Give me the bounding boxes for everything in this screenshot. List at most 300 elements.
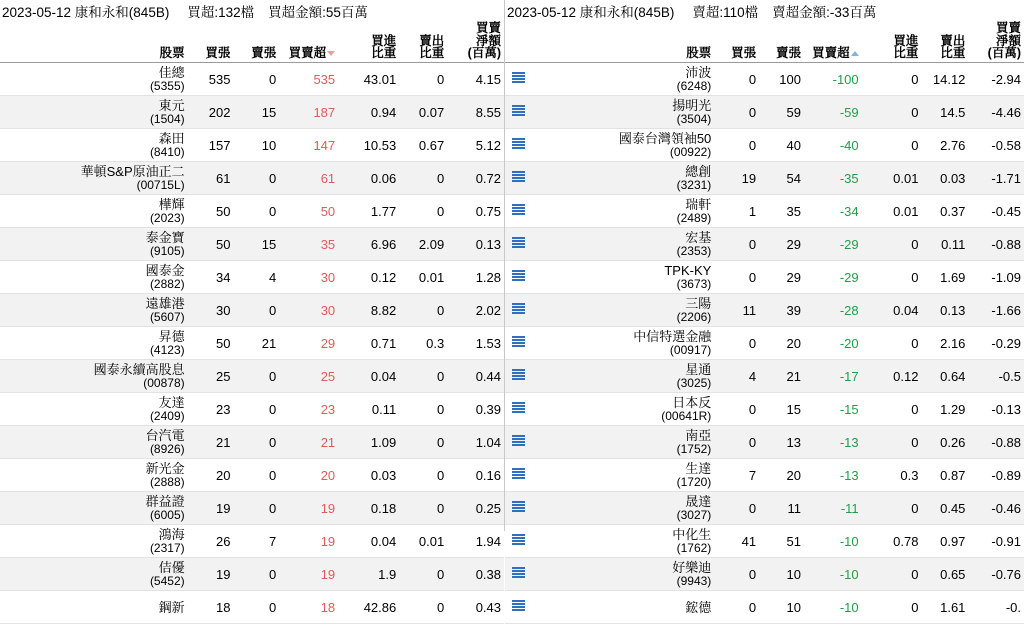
col-header-stock[interactable]: 股票	[0, 22, 188, 63]
cell-sell-weight: 0	[399, 195, 447, 228]
cell-stock: 華頓S&P原油正二 (00715L)	[0, 162, 188, 195]
cell-net-lots: -13	[804, 459, 862, 492]
cell-buy-lots: 0	[714, 261, 759, 294]
cell-net-amount: 0.39	[447, 393, 504, 426]
sell-table-body	[505, 63, 1024, 624]
cell-stock: 佶優 (5452)	[0, 558, 188, 591]
cell-sell-lots: 0	[233, 393, 279, 426]
cell-sell-lots: 10	[759, 558, 804, 591]
table-row[interactable]	[505, 228, 1024, 261]
table-row[interactable]	[0, 129, 504, 162]
cell-buy-lots: 202	[188, 96, 234, 129]
cell-net-lots: -11	[804, 492, 862, 525]
row-detail-icon-cell[interactable]	[505, 162, 531, 195]
row-detail-icon-cell[interactable]	[505, 492, 531, 525]
sell-table	[505, 22, 1024, 624]
cell-buy-lots: 0	[714, 591, 759, 624]
sort-desc-icon	[327, 51, 335, 56]
cell-net-amount: 1.94	[447, 525, 504, 558]
cell-sell-weight: 0.07	[399, 96, 447, 129]
cell-sell-weight: 0	[399, 393, 447, 426]
cell-net-lots: 147	[279, 129, 338, 162]
cell-sell-lots: 40	[759, 129, 804, 162]
cell-buy-weight: 0	[862, 426, 922, 459]
cell-buy-lots: 25	[188, 360, 234, 393]
row-detail-icon-cell[interactable]	[505, 525, 531, 558]
table-row[interactable]	[0, 393, 504, 426]
cell-net-amount: 0.44	[447, 360, 504, 393]
cell-buy-lots: 61	[188, 162, 234, 195]
list-icon[interactable]	[512, 501, 525, 513]
cell-net-lots: -35	[804, 162, 862, 195]
table-row[interactable]	[0, 492, 504, 525]
cell-buy-weight: 1.09	[338, 426, 399, 459]
list-icon[interactable]	[512, 237, 525, 249]
table-row[interactable]	[505, 426, 1024, 459]
col-header-sell-lots[interactable]: 賣張	[759, 22, 804, 63]
cell-net-lots: 23	[279, 393, 338, 426]
row-detail-icon-cell[interactable]	[505, 261, 531, 294]
row-detail-icon-cell[interactable]	[505, 360, 531, 393]
table-row[interactable]	[0, 426, 504, 459]
cell-net-amount: 8.55	[447, 96, 504, 129]
col-header-net-lots[interactable]: 買賣超	[279, 22, 338, 63]
cell-net-amount: -0.91	[968, 525, 1024, 558]
table-row[interactable]	[0, 228, 504, 261]
buy-panel-count: 買超:132檔	[187, 5, 255, 20]
cell-sell-weight: 0.03	[921, 162, 968, 195]
cell-net-amount: -0.76	[968, 558, 1024, 591]
cell-buy-weight: 0.78	[862, 525, 922, 558]
cell-sell-weight: 0	[399, 558, 447, 591]
cell-stock: 台汽電 (8926)	[0, 426, 188, 459]
cell-buy-lots: 21	[188, 426, 234, 459]
cell-buy-weight: 0	[862, 129, 922, 162]
cell-net-amount: -1.66	[968, 294, 1024, 327]
cell-buy-lots: 0	[714, 63, 759, 96]
cell-buy-lots: 11	[714, 294, 759, 327]
col-header-sell-weight[interactable]: 賣出 比重	[921, 22, 968, 63]
buy-panel	[0, 0, 504, 615]
cell-net-lots: 20	[279, 459, 338, 492]
cell-stock: 新光金 (2888)	[0, 459, 188, 492]
col-header-icon	[505, 22, 531, 63]
row-detail-icon-cell[interactable]	[505, 195, 531, 228]
cell-sell-lots: 0	[233, 360, 279, 393]
row-detail-icon-cell[interactable]	[505, 393, 531, 426]
cell-net-lots: -20	[804, 327, 862, 360]
cell-stock: 佳總 (5355)	[0, 63, 188, 96]
cell-buy-weight: 0.12	[862, 360, 922, 393]
table-row[interactable]	[505, 492, 1024, 525]
cell-net-lots: 21	[279, 426, 338, 459]
row-detail-icon-cell[interactable]	[505, 459, 531, 492]
cell-net-amount: -4.46	[968, 96, 1024, 129]
table-row[interactable]	[505, 63, 1024, 96]
table-row[interactable]	[505, 360, 1024, 393]
sell-panel-header	[505, 0, 1024, 22]
cell-buy-weight: 0.04	[862, 294, 922, 327]
table-row[interactable]	[505, 129, 1024, 162]
cell-stock: 生達 (1720)	[531, 459, 715, 492]
cell-buy-lots: 19	[188, 492, 234, 525]
cell-net-amount: 0.38	[447, 558, 504, 591]
row-detail-icon-cell[interactable]	[505, 294, 531, 327]
list-icon[interactable]	[512, 567, 525, 579]
cell-net-lots: 30	[279, 294, 338, 327]
cell-stock: 揚明光 (3504)	[531, 96, 715, 129]
row-detail-icon-cell[interactable]	[505, 426, 531, 459]
cell-buy-weight: 0.18	[338, 492, 399, 525]
cell-stock: 東元 (1504)	[0, 96, 188, 129]
cell-buy-weight: 0.12	[338, 261, 399, 294]
cell-stock: 樺輝 (2023)	[0, 195, 188, 228]
cell-buy-lots: 50	[188, 327, 234, 360]
cell-stock: 日本反 (00641R)	[531, 393, 715, 426]
cell-sell-lots: 0	[233, 195, 279, 228]
cell-sell-lots: 4	[233, 261, 279, 294]
cell-buy-weight: 0.03	[338, 459, 399, 492]
list-icon[interactable]	[512, 270, 525, 282]
table-row[interactable]	[505, 591, 1024, 624]
cell-buy-lots: 0	[714, 129, 759, 162]
cell-net-lots: -10	[804, 525, 862, 558]
cell-net-amount: 0.43	[447, 591, 504, 624]
col-header-net-amount[interactable]: 買賣 淨額 (百萬)	[968, 22, 1024, 63]
cell-sell-lots: 59	[759, 96, 804, 129]
cell-buy-lots: 0	[714, 96, 759, 129]
cell-stock: 中信特選金融 (00917)	[531, 327, 715, 360]
cell-sell-lots: 54	[759, 162, 804, 195]
list-icon[interactable]	[512, 336, 525, 348]
table-row[interactable]	[505, 393, 1024, 426]
cell-stock: 瑞軒 (2489)	[531, 195, 715, 228]
cell-net-lots: 18	[279, 591, 338, 624]
col-header-net-amount[interactable]: 買賣 淨額 (百萬)	[447, 22, 504, 63]
buy-panel-header	[0, 0, 504, 22]
cell-net-lots: 19	[279, 492, 338, 525]
cell-stock: 群益證 (6005)	[0, 492, 188, 525]
cell-sell-lots: 0	[233, 459, 279, 492]
cell-sell-lots: 10	[759, 591, 804, 624]
cell-sell-weight: 0	[399, 294, 447, 327]
cell-sell-lots: 39	[759, 294, 804, 327]
cell-sell-weight: 2.76	[921, 129, 968, 162]
cell-sell-lots: 35	[759, 195, 804, 228]
cell-buy-lots: 23	[188, 393, 234, 426]
cell-stock: 南亞 (1752)	[531, 426, 715, 459]
cell-sell-lots: 0	[233, 492, 279, 525]
cell-buy-weight: 0	[862, 591, 922, 624]
col-header-sell-lots[interactable]: 賣張	[233, 22, 279, 63]
cell-net-lots: 35	[279, 228, 338, 261]
col-header-buy-weight[interactable]: 買進 比重	[862, 22, 922, 63]
table-row[interactable]	[0, 558, 504, 591]
cell-stock: 總創 (3231)	[531, 162, 715, 195]
cell-sell-lots: 20	[759, 459, 804, 492]
cell-sell-lots: 21	[759, 360, 804, 393]
cell-stock: 遠雄港 (5607)	[0, 294, 188, 327]
table-row[interactable]	[505, 525, 1024, 558]
cell-sell-weight: 0	[399, 426, 447, 459]
cell-net-lots: 25	[279, 360, 338, 393]
sell-panel-title: 2023-05-12 康和永和(845B)	[507, 5, 675, 20]
cell-sell-lots: 21	[233, 327, 279, 360]
cell-stock: 國泰台灣領袖50 (00922)	[531, 129, 715, 162]
cell-sell-lots: 0	[233, 294, 279, 327]
cell-buy-lots: 0	[714, 558, 759, 591]
cell-sell-lots: 15	[233, 228, 279, 261]
cell-net-lots: -29	[804, 228, 862, 261]
list-icon[interactable]	[512, 534, 525, 546]
col-header-buy-weight[interactable]: 買進 比重	[338, 22, 399, 63]
sell-table-header-row	[505, 22, 1024, 63]
cell-stock: 國泰金 (2882)	[0, 261, 188, 294]
row-detail-icon-cell[interactable]	[505, 591, 531, 624]
cell-buy-lots: 50	[188, 228, 234, 261]
cell-net-amount: 1.04	[447, 426, 504, 459]
table-row[interactable]	[0, 525, 504, 558]
cell-buy-lots: 0	[714, 393, 759, 426]
cell-sell-lots: 15	[233, 96, 279, 129]
col-header-buy-lots[interactable]: 買張	[188, 22, 234, 63]
cell-sell-lots: 0	[233, 162, 279, 195]
cell-net-lots: -40	[804, 129, 862, 162]
row-detail-icon-cell[interactable]	[505, 63, 531, 96]
table-row[interactable]	[505, 195, 1024, 228]
cell-net-amount: 0.25	[447, 492, 504, 525]
cell-net-lots: -15	[804, 393, 862, 426]
table-row[interactable]	[0, 162, 504, 195]
cell-stock: 星通 (3025)	[531, 360, 715, 393]
list-icon[interactable]	[512, 600, 525, 612]
cell-net-amount: 0.72	[447, 162, 504, 195]
cell-sell-weight: 0.64	[921, 360, 968, 393]
cell-sell-weight: 0	[399, 162, 447, 195]
sell-panel-amount: 賣超金額:-33百萬	[772, 5, 877, 20]
cell-sell-lots: 10	[233, 129, 279, 162]
table-row[interactable]	[505, 96, 1024, 129]
table-row[interactable]	[0, 360, 504, 393]
list-icon[interactable]	[512, 138, 525, 150]
cell-buy-weight: 0	[862, 327, 922, 360]
cell-sell-lots: 11	[759, 492, 804, 525]
cell-sell-weight: 0	[399, 492, 447, 525]
cell-stock: 鋼新	[0, 591, 188, 624]
cell-buy-lots: 30	[188, 294, 234, 327]
cell-net-amount: 0.13	[447, 228, 504, 261]
cell-buy-weight: 0.71	[338, 327, 399, 360]
cell-buy-weight: 0.94	[338, 96, 399, 129]
table-row[interactable]	[0, 294, 504, 327]
cell-net-amount: -2.94	[968, 63, 1024, 96]
cell-stock: 昇德 (4123)	[0, 327, 188, 360]
cell-stock: 國泰永續高股息 (00878)	[0, 360, 188, 393]
col-header-stock[interactable]: 股票	[531, 22, 715, 63]
table-row[interactable]	[0, 63, 504, 96]
cell-buy-weight: 6.96	[338, 228, 399, 261]
col-header-net-lots[interactable]: 買賣超	[804, 22, 862, 63]
cell-buy-lots: 7	[714, 459, 759, 492]
row-detail-icon-cell[interactable]	[505, 327, 531, 360]
cell-buy-lots: 1	[714, 195, 759, 228]
table-row[interactable]	[505, 294, 1024, 327]
cell-sell-lots: 0	[233, 63, 279, 96]
cell-net-lots: -100	[804, 63, 862, 96]
cell-stock: 好樂迪 (9943)	[531, 558, 715, 591]
row-detail-icon-cell[interactable]	[505, 558, 531, 591]
list-icon[interactable]	[512, 303, 525, 315]
cell-sell-weight: 14.12	[921, 63, 968, 96]
cell-buy-lots: 157	[188, 129, 234, 162]
buy-panel-title: 2023-05-12 康和永和(845B)	[2, 5, 170, 20]
cell-net-lots: -10	[804, 591, 862, 624]
cell-buy-lots: 20	[188, 459, 234, 492]
buy-table-header-row	[0, 22, 504, 63]
cell-stock: 友達 (2409)	[0, 393, 188, 426]
cell-net-lots: -10	[804, 558, 862, 591]
cell-net-amount: 1.53	[447, 327, 504, 360]
cell-buy-lots: 0	[714, 327, 759, 360]
cell-buy-weight: 0.01	[862, 195, 922, 228]
list-icon[interactable]	[512, 72, 525, 84]
cell-sell-weight: 2.16	[921, 327, 968, 360]
cell-buy-weight: 43.01	[338, 63, 399, 96]
cell-buy-lots: 19	[714, 162, 759, 195]
sell-panel	[504, 0, 1024, 615]
cell-sell-weight: 0.13	[921, 294, 968, 327]
table-row[interactable]	[0, 327, 504, 360]
cell-buy-weight: 0.04	[338, 360, 399, 393]
cell-net-amount: 4.15	[447, 63, 504, 96]
cell-sell-weight: 0.01	[399, 261, 447, 294]
cell-buy-weight: 0	[862, 393, 922, 426]
cell-buy-lots: 50	[188, 195, 234, 228]
cell-net-amount: 0.75	[447, 195, 504, 228]
cell-buy-weight: 0.11	[338, 393, 399, 426]
cell-net-lots: 187	[279, 96, 338, 129]
cell-sell-lots: 51	[759, 525, 804, 558]
cell-net-lots: -59	[804, 96, 862, 129]
cell-net-amount: 2.02	[447, 294, 504, 327]
cell-sell-weight: 1.69	[921, 261, 968, 294]
cell-sell-weight: 0.37	[921, 195, 968, 228]
sort-asc-icon	[851, 51, 859, 56]
row-detail-icon-cell[interactable]	[505, 96, 531, 129]
cell-net-amount: -0.58	[968, 129, 1024, 162]
cell-net-amount: -0.46	[968, 492, 1024, 525]
table-row[interactable]	[0, 261, 504, 294]
cell-sell-lots: 29	[759, 261, 804, 294]
cell-sell-lots: 100	[759, 63, 804, 96]
cell-stock: 晟達 (3027)	[531, 492, 715, 525]
cell-sell-lots: 0	[233, 591, 279, 624]
cell-net-amount: -0.5	[968, 360, 1024, 393]
cell-buy-lots: 18	[188, 591, 234, 624]
list-icon[interactable]	[512, 369, 525, 381]
cell-sell-lots: 29	[759, 228, 804, 261]
table-row[interactable]	[0, 591, 504, 624]
cell-sell-lots: 0	[233, 426, 279, 459]
table-row[interactable]	[0, 96, 504, 129]
list-icon[interactable]	[512, 435, 525, 447]
cell-stock: 三陽 (2206)	[531, 294, 715, 327]
cell-sell-lots: 7	[233, 525, 279, 558]
cell-sell-weight: 0.97	[921, 525, 968, 558]
cell-buy-lots: 26	[188, 525, 234, 558]
cell-buy-weight: 8.82	[338, 294, 399, 327]
cell-sell-weight: 2.09	[399, 228, 447, 261]
cell-buy-lots: 0	[714, 228, 759, 261]
cell-buy-weight: 0.04	[338, 525, 399, 558]
table-row[interactable]	[505, 162, 1024, 195]
table-row[interactable]	[505, 459, 1024, 492]
cell-sell-weight: 0.11	[921, 228, 968, 261]
list-icon[interactable]	[512, 105, 525, 117]
cell-sell-weight: 0	[399, 360, 447, 393]
list-icon[interactable]	[512, 468, 525, 480]
row-detail-icon-cell[interactable]	[505, 228, 531, 261]
list-icon[interactable]	[512, 171, 525, 183]
cell-stock: 鋐德	[531, 591, 715, 624]
cell-net-amount: 1.28	[447, 261, 504, 294]
col-header-buy-lots[interactable]: 買張	[714, 22, 759, 63]
buy-panel-amount: 買超金額:55百萬	[268, 5, 368, 20]
cell-net-lots: -17	[804, 360, 862, 393]
cell-stock: 泰金寶 (9105)	[0, 228, 188, 261]
cell-sell-lots: 13	[759, 426, 804, 459]
cell-net-amount: -1.09	[968, 261, 1024, 294]
cell-sell-lots: 15	[759, 393, 804, 426]
cell-buy-weight: 0.06	[338, 162, 399, 195]
cell-buy-weight: 0	[862, 492, 922, 525]
cell-net-lots: -28	[804, 294, 862, 327]
cell-sell-weight: 0.65	[921, 558, 968, 591]
cell-sell-weight: 0	[399, 63, 447, 96]
buy-table	[0, 22, 504, 624]
cell-sell-weight: 0	[399, 591, 447, 624]
cell-sell-weight: 0.01	[399, 525, 447, 558]
table-row[interactable]	[0, 195, 504, 228]
table-row[interactable]	[505, 261, 1024, 294]
col-header-sell-weight[interactable]: 賣出 比重	[399, 22, 447, 63]
cell-net-lots: 19	[279, 558, 338, 591]
buy-table-body	[0, 63, 504, 624]
row-detail-icon-cell[interactable]	[505, 129, 531, 162]
cell-buy-lots: 34	[188, 261, 234, 294]
cell-buy-lots: 41	[714, 525, 759, 558]
cell-net-amount: -0.29	[968, 327, 1024, 360]
cell-net-amount: -0.88	[968, 228, 1024, 261]
cell-buy-weight: 0	[862, 96, 922, 129]
table-row[interactable]	[0, 459, 504, 492]
cell-buy-weight: 0	[862, 228, 922, 261]
cell-net-amount: -1.71	[968, 162, 1024, 195]
cell-net-amount: -0.45	[968, 195, 1024, 228]
cell-buy-lots: 0	[714, 426, 759, 459]
cell-net-amount: -0.88	[968, 426, 1024, 459]
table-row[interactable]	[505, 558, 1024, 591]
cell-net-lots: 50	[279, 195, 338, 228]
cell-sell-lots: 0	[233, 558, 279, 591]
list-icon[interactable]	[512, 402, 525, 414]
table-row[interactable]	[505, 327, 1024, 360]
cell-sell-lots: 20	[759, 327, 804, 360]
cell-buy-weight: 0	[862, 63, 922, 96]
cell-stock: 宏基 (2353)	[531, 228, 715, 261]
list-icon[interactable]	[512, 204, 525, 216]
cell-stock: TPK-KY (3673)	[531, 261, 715, 294]
